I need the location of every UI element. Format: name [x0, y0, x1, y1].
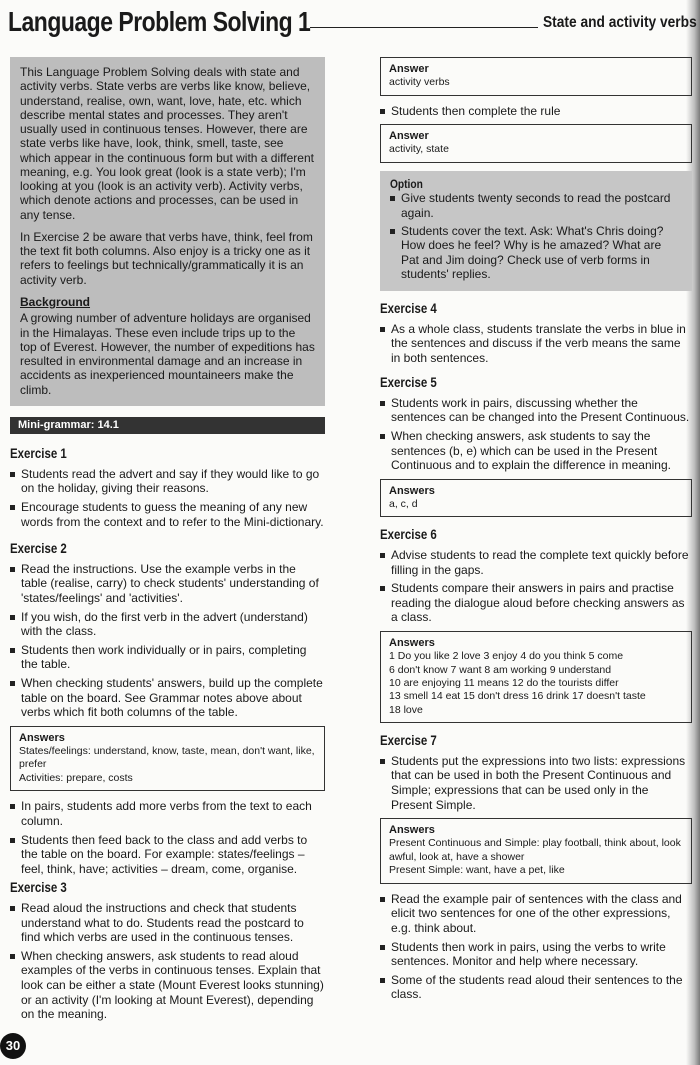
- grammar-notes-box: [10, 57, 325, 406]
- answer-label: Answer: [389, 63, 429, 75]
- exercise-4-heading: Exercise 4: [380, 301, 437, 317]
- answers-label: Answers: [389, 824, 435, 837]
- notes-paragraph-2: In Exercise 2 be aware that verbs have, think, feel from the text fit both columns. Also enjoy is a tricky one as it refers to feelings but technically/grammatically it is an activity verb.: [20, 229, 313, 287]
- exercise-3-list: [10, 901, 325, 1022]
- option-box: [380, 171, 692, 291]
- list-item: Students then complete the rule: [380, 104, 692, 119]
- list-item: Encourage students to guess the meaning of any new words from the context and to refer to the Mini-dictionary.: [10, 500, 325, 529]
- title-rule: [310, 27, 538, 28]
- exercise-7-list: [380, 754, 692, 813]
- exercise-2-heading: Exercise 2: [10, 541, 67, 557]
- list-item: Students read the advert and say if they would like to go on the holiday, giving their reasons.: [10, 467, 325, 496]
- background-heading: Background: [20, 294, 91, 309]
- page-number-badge: 30: [0, 1033, 26, 1059]
- answer-box-2: [380, 124, 692, 163]
- list-item: Students compare their answers in pairs and practise reading the dialogue aloud before checking answers as a class.: [380, 581, 692, 625]
- answers-line: 6 don't know 7 want 8 am working 9 understand: [389, 663, 612, 676]
- background-paragraph: A growing number of adventure holidays are organised in the Himalayas. These even include trips up to the top of Everest. However, the number of expeditions has resulted in environmental damage and an increase in accidents as inexperienced mountaineers make the climb.: [20, 311, 315, 397]
- list-item: Some of the students read aloud their sentences to the class.: [380, 973, 692, 1002]
- left-column: [10, 57, 325, 1026]
- rule-list: [380, 104, 692, 119]
- page-title: Language Problem Solving 1: [8, 6, 311, 37]
- list-item: Students then work in pairs, using the verbs to write sentences. Monitor and help where necessary.: [380, 940, 692, 969]
- exercise-4-list: [380, 322, 692, 366]
- answers-label: Answers: [389, 637, 435, 650]
- list-item: Students cover the text. Ask: What's Chris doing? How does he feel? Why is he amazed? What are Pat and Jim doing? Check use of verb forms in students' replies.: [390, 224, 682, 283]
- list-item: When checking students' answers, build up the complete table on the board. See Grammar notes above about verbs which fit both columns of the table.: [10, 676, 325, 720]
- list-item: Students put the expressions into two lists: expressions that can be used in both the Present Continuous and Simple; expressions that can be used only in the Present Simple.: [380, 754, 692, 813]
- exercise-3-heading: Exercise 3: [10, 880, 67, 896]
- exercise-7-heading: Exercise 7: [380, 733, 437, 749]
- list-item: Advise students to read the complete text quickly before filling in the gaps.: [380, 548, 692, 577]
- list-item: In pairs, students add more verbs from the text to each column.: [10, 799, 325, 828]
- answer-box-1: [380, 57, 692, 96]
- answers-line: 18 love: [389, 703, 423, 716]
- answers-text: Present Continuous and Simple: play football, think about, look awful, look at, have a shower: [389, 837, 681, 863]
- answers-line: 10 are enjoying 11 means 12 do the tourists differ: [389, 677, 619, 690]
- exercise-5-list: [380, 396, 692, 473]
- answers-label: Answers: [19, 731, 65, 744]
- answers-line: 1 Do you like 2 love 3 enjoy 4 do you think 5 come: [389, 650, 624, 663]
- exercise-2-list: [10, 562, 325, 720]
- answer-label: Answer: [389, 130, 429, 143]
- list-item: When checking answers, ask students to say the sentences (b, e) which can be used in the Present Continuous and to explain the difference in meaning.: [380, 429, 692, 473]
- answers-line: 13 smell 14 eat 15 don't dress 16 drink 17 doesn't taste: [389, 690, 646, 703]
- section-subtitle: State and activity verbs: [543, 14, 697, 31]
- mini-grammar-bar: Mini-grammar: 14.1: [10, 417, 325, 434]
- option-list: [390, 191, 682, 282]
- option-label: Option: [390, 176, 423, 191]
- list-item: When checking answers, ask students to read aloud examples of the verbs in continuous tenses. Explain that look can be either a state (Mount Everest looks stunning) or an activity (I'm looking at Mount Everest), depending on the meaning.: [10, 949, 325, 1022]
- list-item: If you wish, do the first verb in the advert (understand) with the class.: [10, 610, 325, 639]
- right-column: [380, 57, 692, 1006]
- list-item: Students then feed back to the class and add verbs to the table on the board. For example: states/feelings – feel, think, have; activities – dream, come, organise.: [10, 833, 325, 877]
- exercise-5-answers-box: [380, 479, 692, 518]
- exercise-2-more-list: [10, 799, 325, 876]
- answer-text: activity verbs: [389, 76, 450, 89]
- list-item: Read the instructions. Use the example verbs in the table (realise, carry) to check students' understanding of 'states/feelings' and 'activities'.: [10, 562, 325, 606]
- answers-text: a, c, d: [389, 498, 418, 511]
- exercise-2-answers-box: [10, 726, 325, 791]
- list-item: Students work in pairs, discussing whether the sentences can be changed into the Present Continuous.: [380, 396, 692, 425]
- exercise-7-answers-box: [380, 818, 692, 883]
- exercise-5-heading: Exercise 5: [380, 375, 437, 391]
- list-item: Read aloud the instructions and check that students understand what to do. Students read the postcard to find which verbs are used in the continuous tenses.: [10, 901, 325, 945]
- answer-text: activity, state: [389, 143, 449, 156]
- exercise-7-more-list: [380, 892, 692, 1002]
- answers-text: States/feelings: understand, know, taste, mean, don't want, like, prefer: [19, 745, 315, 771]
- exercise-6-list: [380, 548, 692, 625]
- answers-text: Activities: prepare, costs: [19, 771, 133, 784]
- list-item: Students then work individually or in pairs, completing the table.: [10, 643, 325, 672]
- answers-text: Present Simple: want, have a pet, like: [389, 864, 565, 877]
- list-item: Give students twenty seconds to read the postcard again.: [390, 191, 682, 220]
- answers-label: Answers: [389, 484, 435, 497]
- list-item: Read the example pair of sentences with the class and elicit two sentences for one of the other expressions, e.g. think about.: [380, 892, 692, 936]
- notes-paragraph-1: This Language Problem Solving deals with state and activity verbs. State verbs are verbs like know, believe, understand, realise, own, want, love, hate, etc. which describe mental states and processes. They aren't usually used in continuous tenses. However, there are state verbs like have, look, think, smell, taste, see which appear in the continuous form but with a different meaning, e.g. You look great (look is a state verb); I'm looking at you (look is an activity verb). Activity verbs, which denote actions and processes, can be used in any tense.: [20, 65, 314, 222]
- exercise-6-answers-box: [380, 631, 692, 723]
- list-item: As a whole class, students translate the verbs in blue in the sentences and discuss if the verb means the same in both sentences.: [380, 322, 692, 366]
- exercise-1-heading: Exercise 1: [10, 446, 67, 462]
- exercise-1-list: [10, 467, 325, 530]
- exercise-6-heading: Exercise 6: [380, 527, 437, 543]
